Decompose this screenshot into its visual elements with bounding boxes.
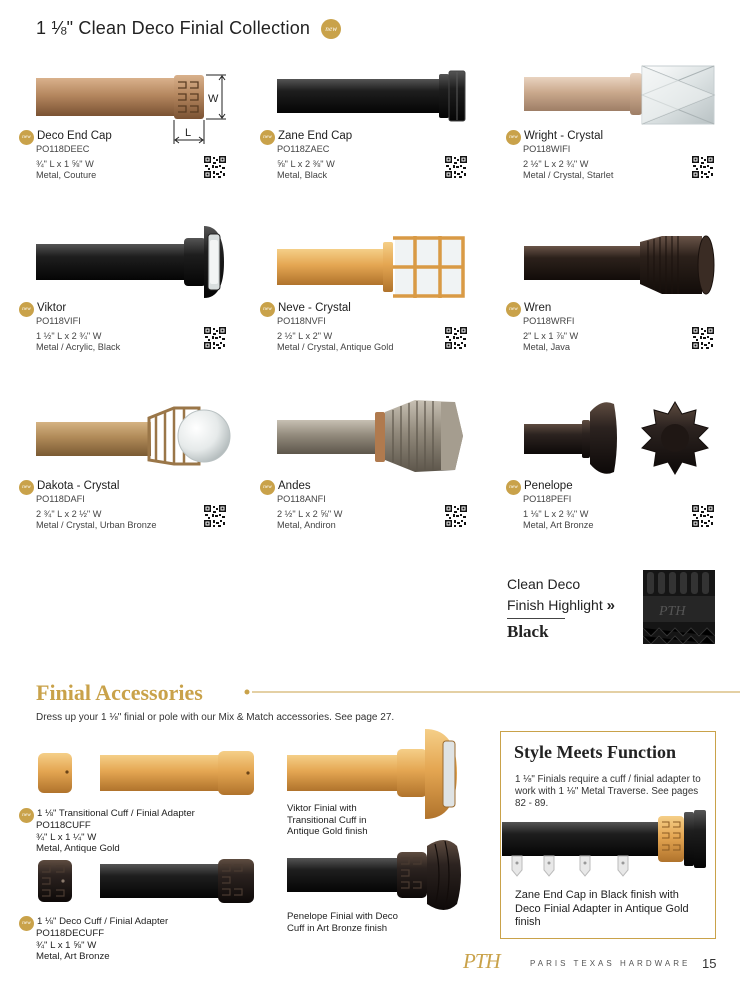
product-finish: Metal, Black — [277, 170, 328, 180]
new-badge: new — [260, 480, 275, 495]
wright-crystal-image — [522, 65, 717, 125]
page-title-text: 1 ⅛" Clean Deco Finial Collection — [36, 18, 311, 38]
accessories-intro: Dress up your 1 ⅛" finial or pole with our Mix & Match accessories. See page 27. — [36, 712, 395, 723]
finish-highlight-name: Black — [507, 622, 549, 641]
product-dimensions: 2 ½" L x 2 ¾" W — [523, 158, 589, 169]
pth-logo: PTH — [463, 949, 500, 973]
product-sku: PO118WIFI — [523, 144, 571, 154]
transitional-cuff-image — [36, 750, 258, 798]
qr-code-icon[interactable] — [204, 156, 226, 178]
new-badge: new — [19, 916, 34, 931]
product-name: Andes — [278, 480, 311, 492]
new-badge: new — [506, 302, 521, 317]
product-dimensions: 2 ½" L x 2 ⅝" W — [277, 508, 343, 519]
qr-code-icon[interactable] — [204, 505, 226, 527]
w-dimension-label: W — [208, 93, 219, 105]
accessory-dimensions: ¾" L x 1 ⅝" W — [36, 939, 97, 951]
product-name: Neve - Crystal — [278, 302, 351, 314]
svg-text:PTH: PTH — [659, 604, 686, 619]
double-chevron-icon: » — [606, 597, 615, 614]
qr-code-icon[interactable] — [692, 505, 714, 527]
finish-highlight-line1: Clean Deco — [507, 576, 581, 592]
style-box-text: 1 ⅛" Finials require a cuff / finial adapter to work with 1 ⅛" Metal Traverse. See pages 82 - 89. — [515, 774, 701, 809]
new-badge: new — [19, 302, 34, 317]
product-sku: PO118ANFI — [277, 494, 326, 504]
product-dimensions: 1 ⅛" L x 2 ¾" W — [523, 508, 589, 519]
accessory-name: 1 ⅛" Deco Cuff / Finial Adapter — [37, 916, 169, 927]
deco-cuff-image — [36, 858, 258, 906]
product-finish: Metal / Crystal, Starlet — [523, 170, 614, 180]
accessory-sku: PO118DECUFF — [36, 928, 105, 939]
product-sku: PO118DEEC — [36, 144, 90, 154]
neve-crystal-image — [275, 232, 475, 304]
product-block — [260, 476, 342, 532]
brand-name: PARIS TEXAS HARDWARE — [530, 959, 691, 968]
product-finish: Metal, Couture — [36, 170, 97, 180]
new-badge: new — [260, 130, 275, 145]
product-dimensions: 2" L x 1 ⅞" W — [523, 330, 579, 341]
accessories-title-rule — [242, 687, 740, 697]
product-name: Dakota - Crystal — [37, 480, 120, 492]
new-badge: new — [19, 130, 34, 145]
black-finish-swatch-image — [643, 570, 715, 644]
style-box-caption: Zane End Cap in Black finish with Deco Finial Adapter in Antique Gold finish — [515, 889, 689, 928]
product-name: Zane End Cap — [278, 130, 353, 142]
new-badge: new — [321, 19, 341, 39]
product-sku: PO118WRFI — [523, 316, 575, 326]
qr-code-icon[interactable] — [445, 156, 467, 178]
product-dimensions: 2 ½" L x 2" W — [277, 330, 333, 341]
zane-with-deco-adapter-image — [502, 808, 710, 888]
new-badge: new — [260, 302, 275, 317]
accessory-name: 1 ⅛" Transitional Cuff / Finial Adapter — [37, 808, 195, 819]
product-finish: Metal, Art Bronze — [523, 520, 594, 530]
viktor-cuff-caption: Viktor Finial with Transitional Cuff in Antique Gold finish — [287, 803, 368, 837]
product-block — [19, 298, 120, 354]
new-badge: new — [506, 480, 521, 495]
product-name: Wren — [524, 302, 552, 314]
product-sku: PO118NVFI — [277, 316, 326, 326]
penelope-image — [522, 398, 722, 478]
product-sku: PO118PEFI — [523, 494, 572, 504]
accessory-dimensions: ¾" L x 1 ¼" W — [36, 831, 97, 843]
product-sku: PO118ZAEC — [277, 144, 330, 154]
product-finish: Metal / Crystal, Urban Bronze — [36, 520, 157, 530]
dakota-crystal-image — [34, 400, 234, 472]
accessory-block — [19, 803, 195, 855]
style-box-title: Style Meets Function — [514, 742, 676, 762]
product-sku: PO118VIFI — [36, 316, 81, 326]
product-block — [260, 298, 393, 354]
highlight-divider — [507, 618, 565, 619]
finish-highlight — [507, 574, 615, 616]
product-block — [506, 126, 613, 182]
qr-code-icon[interactable] — [204, 327, 226, 349]
zane-end-cap-image — [275, 68, 475, 122]
product-finish: Metal, Andiron — [277, 520, 336, 530]
new-badge: new — [19, 480, 34, 495]
page-title — [36, 18, 341, 39]
andes-image — [275, 398, 475, 474]
viktor-image — [34, 222, 229, 302]
qr-code-icon[interactable] — [445, 327, 467, 349]
accessory-finish: Metal, Antique Gold — [36, 843, 120, 854]
product-dimensions: ¾" L x 1 ⅝" W — [36, 158, 94, 169]
product-dimensions: 1 ½" L x 2 ¾" W — [36, 330, 102, 341]
new-badge: new — [19, 808, 34, 823]
product-name: Penelope — [524, 480, 573, 492]
accessories-title: Finial Accessories — [36, 680, 203, 705]
product-dimensions: ⅝" L x 2 ⅜" W — [277, 158, 335, 169]
product-block — [506, 298, 578, 354]
penelope-with-deco-cuff-image — [285, 836, 470, 914]
product-finish: Metal, Java — [523, 342, 570, 352]
new-badge: new — [506, 130, 521, 145]
l-dimension-label: L — [185, 127, 192, 139]
product-block — [506, 476, 593, 532]
product-finish: Metal / Acrylic, Black — [36, 342, 121, 352]
product-dimensions: 2 ¾" L x 2 ½" W — [36, 508, 102, 519]
qr-code-icon[interactable] — [445, 505, 467, 527]
product-name: Deco End Cap — [37, 130, 112, 142]
penelope-cuff-caption: Penelope Finial with Deco Cuff in Art Bronze finish — [287, 911, 398, 934]
qr-code-icon[interactable] — [692, 156, 714, 178]
product-sku: PO118DAFI — [36, 494, 85, 504]
product-finish: Metal / Crystal, Antique Gold — [277, 342, 394, 352]
finish-highlight-line2: Finish Highlight » — [507, 597, 615, 614]
qr-code-icon[interactable] — [692, 327, 714, 349]
product-block — [19, 476, 157, 532]
wren-image — [522, 232, 717, 302]
product-name: Wright - Crystal — [524, 130, 604, 142]
accessory-block — [19, 911, 168, 963]
product-name: Viktor — [37, 302, 67, 314]
product-block — [260, 126, 352, 182]
page-number: 15 — [702, 956, 717, 971]
product-block — [19, 126, 112, 182]
accessory-finish: Metal, Art Bronze — [36, 951, 110, 962]
accessory-sku: PO118CUFF — [36, 820, 91, 831]
